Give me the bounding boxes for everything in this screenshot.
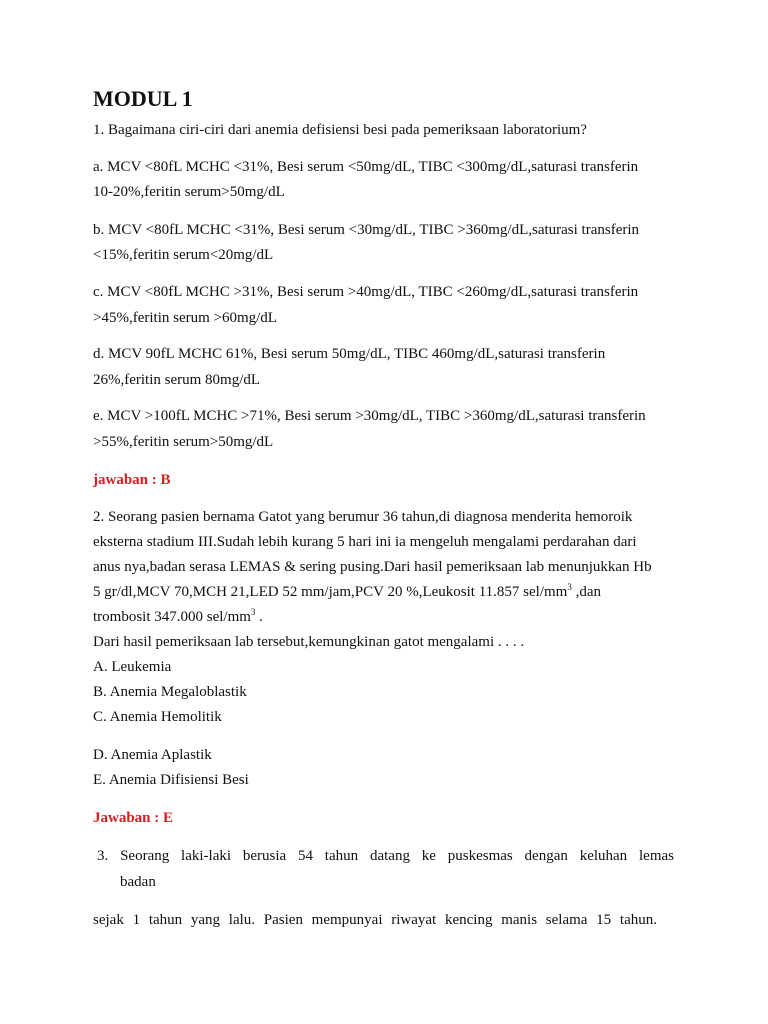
question-2-line4 [93,583,601,601]
answer-1: jawaban : B [93,472,171,488]
option-1a-line2: 10-20%,feritin serum>50mg/dL [93,184,285,200]
lab-values: 5 gr/dl,MCV 70,MCH 21,LED 52 mm/jam,PCV 20 %,Leukosit 11.857 sel/mm [93,584,568,600]
option-1d-line2: 26%,feritin serum 80mg/dL [93,372,261,388]
option-1e-line1: e. MCV >100fL MCHC >71%, Besi serum >30mg/dL, TIBC >360mg/dL,saturasi transferin [93,408,646,424]
line-end: . [255,609,263,625]
option-2b: B. Anemia Megaloblastik [93,684,247,700]
question-2-line1: 2. Seorang pasien bernama Gatot yang berumur 36 tahun,di diagnosa menderita hemoroik [93,509,633,525]
option-2e: E. Anemia Difisiensi Besi [93,772,249,788]
question-3-line3: sejak 1 tahun yang lalu. Pasien mempunyai riwayat kencing manis selama 15 tahun. [93,912,657,928]
trombosit-value: trombosit 347.000 sel/mm [93,609,251,625]
option-1d-line1: d. MCV 90fL MCHC 61%, Besi serum 50mg/dL, TIBC 460mg/dL,saturasi transferin [93,346,606,362]
question-3-line1: 3. Seorang laki-laki berusia 54 tahun datang ke puskesmas dengan keluhan lemas [97,848,674,864]
superscript: 3 [250,607,256,617]
option-2d: D. Anemia Aplastik [93,747,212,763]
question-1: 1. Bagaimana ciri-ciri dari anemia defisiensi besi pada pemeriksaan laboratorium? [93,122,587,138]
question-2-prompt: Dari hasil pemeriksaan lab tersebut,kemungkinan gatot mengalami . . . . [93,634,525,650]
option-1b-line1: b. MCV <80fL MCHC <31%, Besi serum <30mg/dL, TIBC >360mg/dL,saturasi transferin [93,222,640,238]
answer-2: Jawaban : E [93,810,174,826]
option-2a: A. Leukemia [93,659,172,675]
option-1e-line2: >55%,feritin serum>50mg/dL [93,434,274,450]
option-1c-line1: c. MCV <80fL MCHC >31%, Besi serum >40mg/dL, TIBC <260mg/dL,saturasi transferin [93,284,639,300]
page-title: MODUL 1 [93,86,193,111]
option-1b-line2: <15%,feritin serum<20mg/dL [93,247,274,263]
question-2-line5 [93,608,263,626]
option-1c-line2: >45%,feritin serum >60mg/dL [93,310,277,326]
option-1a-line1: a. MCV <80fL MCHC <31%, Besi serum <50mg/dL, TIBC <300mg/dL,saturasi transferin [93,159,639,175]
option-2c: C. Anemia Hemolitik [93,709,222,725]
question-2-line2: eksterna stadium III.Sudah lebih kurang 5 hari ini ia mengeluh mengalami perdarahan dari [93,534,637,550]
question-3-line2: badan [120,874,156,890]
lab-values-tail: ,dan [571,584,601,600]
question-2-line3: anus nya,badan serasa LEMAS & sering pusing.Dari hasil pemeriksaan lab menunjukkan Hb [93,559,652,575]
superscript: 3 [567,582,572,592]
